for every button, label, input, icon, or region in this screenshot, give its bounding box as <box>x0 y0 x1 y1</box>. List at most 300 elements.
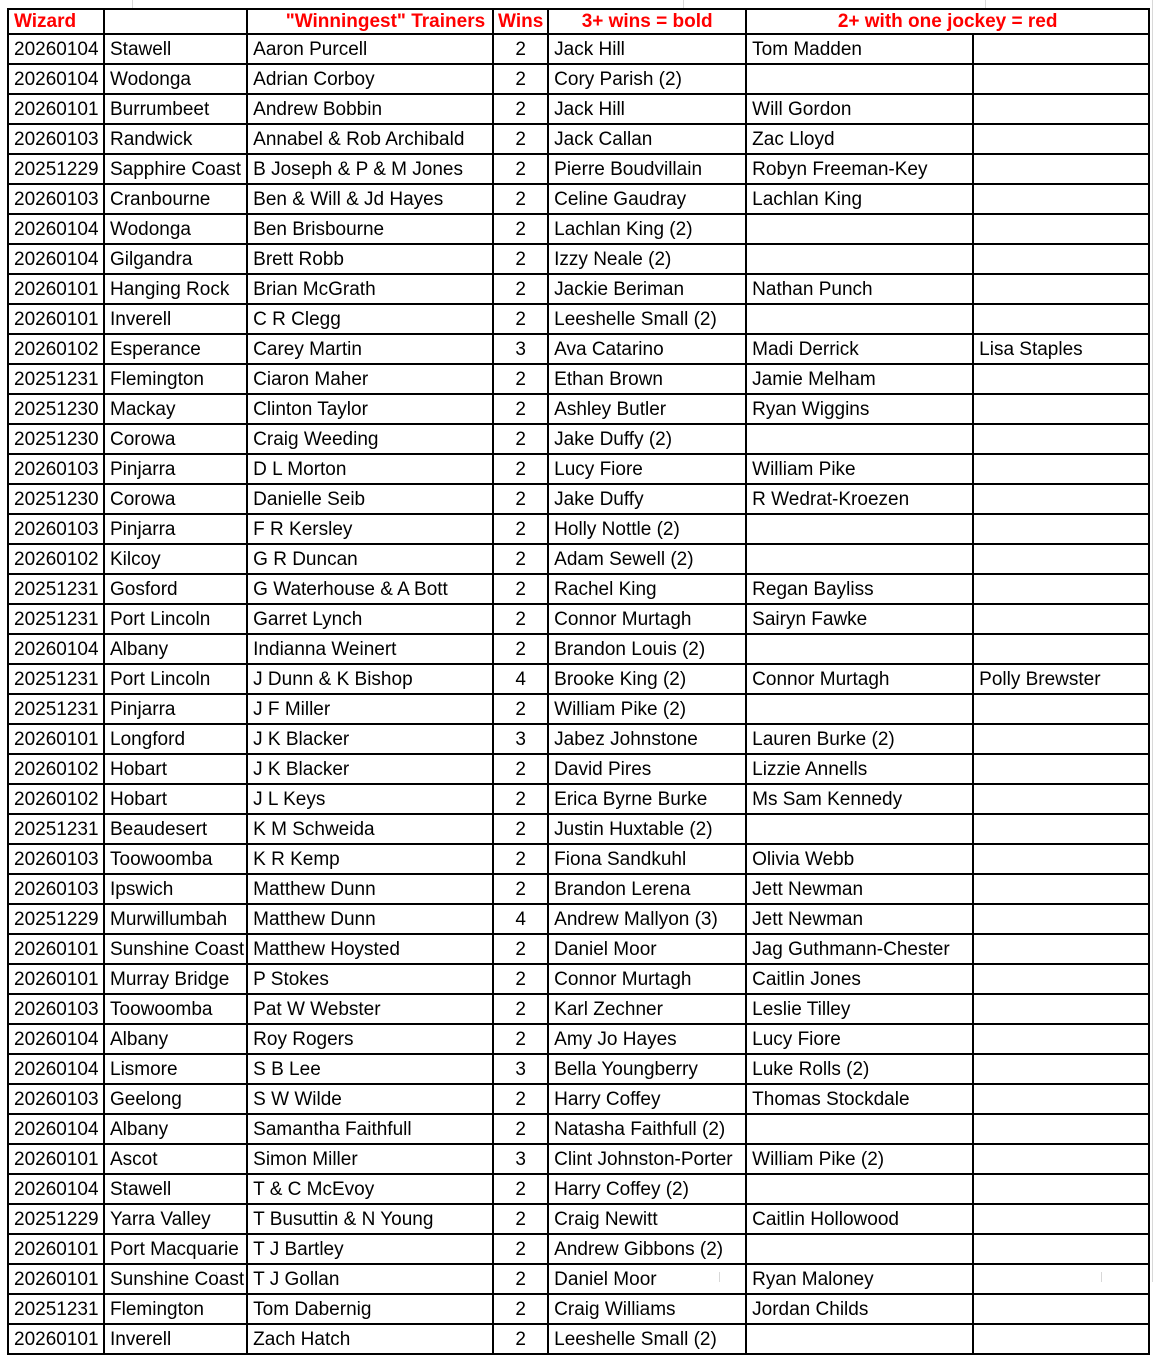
jockey-2-cell[interactable]: Robyn Freeman-Key <box>746 154 973 184</box>
wins-cell[interactable]: 2 <box>493 544 548 574</box>
jockey-3-cell[interactable] <box>973 1324 1149 1354</box>
trainer-cell[interactable]: T J Bartley <box>247 1234 493 1264</box>
jockey-1-cell[interactable]: Cory Parish (2) <box>548 64 746 94</box>
jockey-2-cell[interactable]: Connor Murtagh <box>746 664 973 694</box>
wins-cell[interactable]: 2 <box>493 634 548 664</box>
jockey-3-cell[interactable] <box>973 304 1149 334</box>
wins-cell[interactable]: 2 <box>493 934 548 964</box>
jockey-3-cell[interactable] <box>973 244 1149 274</box>
jockey-2-cell[interactable]: Jett Newman <box>746 904 973 934</box>
date-cell[interactable]: 20260103 <box>8 874 104 904</box>
wins-cell[interactable]: 2 <box>493 1114 548 1144</box>
jockey-3-cell[interactable] <box>973 1024 1149 1054</box>
venue-cell[interactable]: Pinjarra <box>104 514 247 544</box>
jockey-1-cell[interactable]: Leeshelle Small (2) <box>548 1324 746 1354</box>
wins-cell[interactable]: 2 <box>493 1324 548 1354</box>
trainer-cell[interactable]: T & C McEvoy <box>247 1174 493 1204</box>
jockey-3-cell[interactable] <box>973 1264 1149 1294</box>
venue-cell[interactable]: Pinjarra <box>104 694 247 724</box>
jockey-1-cell[interactable]: Erica Byrne Burke <box>548 784 746 814</box>
wins-cell[interactable]: 2 <box>493 574 548 604</box>
wins-cell[interactable]: 2 <box>493 964 548 994</box>
trainer-cell[interactable]: Craig Weeding <box>247 424 493 454</box>
jockey-2-cell[interactable] <box>746 244 973 274</box>
date-cell[interactable]: 20260104 <box>8 1174 104 1204</box>
venue-cell[interactable]: Port Macquarie <box>104 1234 247 1264</box>
wins-cell[interactable]: 2 <box>493 94 548 124</box>
jockey-2-cell[interactable] <box>746 1234 973 1264</box>
wins-cell[interactable]: 2 <box>493 244 548 274</box>
venue-cell[interactable]: Mackay <box>104 394 247 424</box>
venue-cell[interactable]: Port Lincoln <box>104 604 247 634</box>
venue-cell[interactable]: Toowoomba <box>104 844 247 874</box>
wins-cell[interactable]: 4 <box>493 904 548 934</box>
wins-cell[interactable]: 2 <box>493 394 548 424</box>
trainer-cell[interactable]: Ciaron Maher <box>247 364 493 394</box>
jockey-1-cell[interactable]: Connor Murtagh <box>548 604 746 634</box>
wins-cell[interactable]: 2 <box>493 1084 548 1114</box>
jockey-1-cell[interactable]: Brooke King (2) <box>548 664 746 694</box>
jockey-2-cell[interactable]: Lucy Fiore <box>746 1024 973 1054</box>
jockey-1-cell[interactable]: Pierre Boudvillain <box>548 154 746 184</box>
wins-cell[interactable]: 2 <box>493 274 548 304</box>
trainer-cell[interactable]: Matthew Hoysted <box>247 934 493 964</box>
trainer-cell[interactable]: B Joseph & P & M Jones <box>247 154 493 184</box>
venue-cell[interactable]: Corowa <box>104 424 247 454</box>
trainer-cell[interactable]: Carey Martin <box>247 334 493 364</box>
jockey-3-cell[interactable] <box>973 1204 1149 1234</box>
venue-cell[interactable]: Longford <box>104 724 247 754</box>
date-cell[interactable]: 20260104 <box>8 1114 104 1144</box>
jockey-3-cell[interactable] <box>973 724 1149 754</box>
trainer-cell[interactable]: Adrian Corboy <box>247 64 493 94</box>
jockey-3-cell[interactable] <box>973 1054 1149 1084</box>
wins-cell[interactable]: 2 <box>493 364 548 394</box>
jockey-3-cell[interactable] <box>973 1084 1149 1114</box>
jockey-3-cell[interactable] <box>973 874 1149 904</box>
jockey-3-cell[interactable] <box>973 754 1149 784</box>
date-cell[interactable]: 20260104 <box>8 214 104 244</box>
jockey-1-cell[interactable]: Andrew Mallyon (3) <box>548 904 746 934</box>
venue-cell[interactable]: Flemington <box>104 364 247 394</box>
trainer-cell[interactable]: Clinton Taylor <box>247 394 493 424</box>
jockey-2-cell[interactable] <box>746 544 973 574</box>
date-cell[interactable]: 20251230 <box>8 484 104 514</box>
jockey-3-cell[interactable] <box>973 184 1149 214</box>
date-cell[interactable]: 20260102 <box>8 754 104 784</box>
trainer-cell[interactable]: Annabel & Rob Archibald <box>247 124 493 154</box>
trainer-cell[interactable]: J Dunn & K Bishop <box>247 664 493 694</box>
jockey-3-cell[interactable] <box>973 814 1149 844</box>
jockey-2-cell[interactable] <box>746 424 973 454</box>
jockey-3-cell[interactable] <box>973 454 1149 484</box>
venue-cell[interactable]: Toowoomba <box>104 994 247 1024</box>
jockey-1-cell[interactable]: Amy Jo Hayes <box>548 1024 746 1054</box>
jockey-1-cell[interactable]: Jackie Beriman <box>548 274 746 304</box>
trainer-cell[interactable]: K R Kemp <box>247 844 493 874</box>
venue-cell[interactable]: Randwick <box>104 124 247 154</box>
trainer-cell[interactable]: J F Miller <box>247 694 493 724</box>
jockey-1-cell[interactable]: Jake Duffy <box>548 484 746 514</box>
venue-cell[interactable]: Lismore <box>104 1054 247 1084</box>
jockey-3-cell[interactable] <box>973 274 1149 304</box>
jockey-2-cell[interactable]: Regan Bayliss <box>746 574 973 604</box>
date-cell[interactable]: 20260104 <box>8 1024 104 1054</box>
venue-cell[interactable]: Sunshine Coast <box>104 934 247 964</box>
trainer-cell[interactable]: T J Gollan <box>247 1264 493 1294</box>
date-cell[interactable]: 20260102 <box>8 334 104 364</box>
jockey-1-cell[interactable]: Rachel King <box>548 574 746 604</box>
jockey-2-cell[interactable]: Lachlan King <box>746 184 973 214</box>
wins-cell[interactable]: 2 <box>493 34 548 64</box>
jockey-2-cell[interactable]: Sairyn Fawke <box>746 604 973 634</box>
wins-cell[interactable]: 2 <box>493 184 548 214</box>
jockey-2-cell[interactable]: Lauren Burke (2) <box>746 724 973 754</box>
jockey-1-cell[interactable]: Jake Duffy (2) <box>548 424 746 454</box>
jockey-3-cell[interactable] <box>973 214 1149 244</box>
jockey-1-cell[interactable]: Natasha Faithfull (2) <box>548 1114 746 1144</box>
jockey-1-cell[interactable]: Jack Callan <box>548 124 746 154</box>
trainer-cell[interactable]: C R Clegg <box>247 304 493 334</box>
wins-cell[interactable]: 2 <box>493 694 548 724</box>
date-cell[interactable]: 20260101 <box>8 1144 104 1174</box>
date-cell[interactable]: 20260103 <box>8 124 104 154</box>
jockey-1-cell[interactable]: Daniel Moor <box>548 1264 746 1294</box>
jockey-1-cell[interactable]: William Pike (2) <box>548 694 746 724</box>
jockey-3-cell[interactable]: Polly Brewster <box>973 664 1149 694</box>
jockey-3-cell[interactable] <box>973 34 1149 64</box>
date-cell[interactable]: 20251231 <box>8 1294 104 1324</box>
wins-cell[interactable]: 2 <box>493 844 548 874</box>
wins-cell[interactable]: 2 <box>493 814 548 844</box>
wins-cell[interactable]: 2 <box>493 1024 548 1054</box>
jockey-1-cell[interactable]: Jabez Johnstone <box>548 724 746 754</box>
date-cell[interactable]: 20251229 <box>8 1204 104 1234</box>
venue-cell[interactable]: Murwillumbah <box>104 904 247 934</box>
header-wins[interactable]: Wins <box>493 9 548 34</box>
venue-cell[interactable]: Stawell <box>104 1174 247 1204</box>
date-cell[interactable]: 20260101 <box>8 1324 104 1354</box>
date-cell[interactable]: 20251231 <box>8 664 104 694</box>
jockey-2-cell[interactable] <box>746 1324 973 1354</box>
date-cell[interactable]: 20260102 <box>8 544 104 574</box>
date-cell[interactable]: 20260103 <box>8 514 104 544</box>
trainer-cell[interactable]: G Waterhouse & A Bott <box>247 574 493 604</box>
wins-cell[interactable]: 2 <box>493 424 548 454</box>
wins-cell[interactable]: 3 <box>493 1054 548 1084</box>
date-cell[interactable]: 20260101 <box>8 94 104 124</box>
date-cell[interactable]: 20260102 <box>8 784 104 814</box>
venue-cell[interactable]: Ascot <box>104 1144 247 1174</box>
date-cell[interactable]: 20251231 <box>8 364 104 394</box>
date-cell[interactable]: 20251231 <box>8 604 104 634</box>
trainer-cell[interactable]: G R Duncan <box>247 544 493 574</box>
trainer-cell[interactable]: S B Lee <box>247 1054 493 1084</box>
wins-cell[interactable]: 2 <box>493 1234 548 1264</box>
venue-cell[interactable]: Albany <box>104 1114 247 1144</box>
wins-cell[interactable]: 3 <box>493 334 548 364</box>
jockey-1-cell[interactable]: Ethan Brown <box>548 364 746 394</box>
jockey-3-cell[interactable] <box>973 1174 1149 1204</box>
venue-cell[interactable]: Pinjarra <box>104 454 247 484</box>
jockey-1-cell[interactable]: David Pires <box>548 754 746 784</box>
jockey-1-cell[interactable]: Ava Catarino <box>548 334 746 364</box>
jockey-1-cell[interactable]: Adam Sewell (2) <box>548 544 746 574</box>
jockey-1-cell[interactable]: Izzy Neale (2) <box>548 244 746 274</box>
jockey-3-cell[interactable] <box>973 514 1149 544</box>
wins-cell[interactable]: 2 <box>493 124 548 154</box>
venue-cell[interactable]: Wodonga <box>104 64 247 94</box>
trainer-cell[interactable]: Garret Lynch <box>247 604 493 634</box>
jockey-1-cell[interactable]: Celine Gaudray <box>548 184 746 214</box>
venue-cell[interactable]: Corowa <box>104 484 247 514</box>
jockey-2-cell[interactable]: Tom Madden <box>746 34 973 64</box>
jockey-1-cell[interactable]: Holly Nottle (2) <box>548 514 746 544</box>
trainer-cell[interactable]: J K Blacker <box>247 724 493 754</box>
wins-cell[interactable]: 2 <box>493 784 548 814</box>
jockey-1-cell[interactable]: Justin Huxtable (2) <box>548 814 746 844</box>
wins-cell[interactable]: 3 <box>493 724 548 754</box>
date-cell[interactable]: 20260104 <box>8 1054 104 1084</box>
jockey-2-cell[interactable] <box>746 1174 973 1204</box>
date-cell[interactable]: 20251229 <box>8 154 104 184</box>
venue-cell[interactable]: Hobart <box>104 754 247 784</box>
jockey-1-cell[interactable]: Karl Zechner <box>548 994 746 1024</box>
jockey-3-cell[interactable] <box>973 544 1149 574</box>
date-cell[interactable]: 20260103 <box>8 844 104 874</box>
jockey-3-cell[interactable] <box>973 124 1149 154</box>
jockey-3-cell[interactable] <box>973 784 1149 814</box>
venue-cell[interactable]: Gosford <box>104 574 247 604</box>
jockey-2-cell[interactable]: Leslie Tilley <box>746 994 973 1024</box>
header-trainers[interactable]: "Winningest" Trainers <box>247 9 493 34</box>
trainer-cell[interactable]: Ben & Will & Jd Hayes <box>247 184 493 214</box>
jockey-2-cell[interactable]: Ms Sam Kennedy <box>746 784 973 814</box>
jockey-3-cell[interactable]: Lisa Staples <box>973 334 1149 364</box>
jockey-3-cell[interactable] <box>973 364 1149 394</box>
venue-cell[interactable]: Inverell <box>104 1324 247 1354</box>
wins-cell[interactable]: 2 <box>493 484 548 514</box>
jockey-3-cell[interactable] <box>973 424 1149 454</box>
jockey-1-cell[interactable]: Harry Coffey <box>548 1084 746 1114</box>
trainer-cell[interactable]: Ben Brisbourne <box>247 214 493 244</box>
jockey-2-cell[interactable]: Jordan Childs <box>746 1294 973 1324</box>
venue-cell[interactable]: Sunshine Coast <box>104 1264 247 1294</box>
wins-cell[interactable]: 2 <box>493 214 548 244</box>
wins-cell[interactable]: 4 <box>493 664 548 694</box>
venue-cell[interactable]: Kilcoy <box>104 544 247 574</box>
venue-cell[interactable]: Ipswich <box>104 874 247 904</box>
date-cell[interactable]: 20260103 <box>8 1084 104 1114</box>
jockey-2-cell[interactable]: Caitlin Jones <box>746 964 973 994</box>
jockey-1-cell[interactable]: Andrew Gibbons (2) <box>548 1234 746 1264</box>
jockey-2-cell[interactable]: Ryan Maloney <box>746 1264 973 1294</box>
header-red-note[interactable]: 2+ with one jockey = red <box>746 9 1149 34</box>
date-cell[interactable]: 20251229 <box>8 904 104 934</box>
venue-cell[interactable]: Beaudesert <box>104 814 247 844</box>
jockey-2-cell[interactable] <box>746 514 973 544</box>
jockey-2-cell[interactable]: Will Gordon <box>746 94 973 124</box>
trainer-cell[interactable]: J K Blacker <box>247 754 493 784</box>
trainer-cell[interactable]: P Stokes <box>247 964 493 994</box>
jockey-3-cell[interactable] <box>973 1144 1149 1174</box>
date-cell[interactable]: 20251231 <box>8 694 104 724</box>
venue-cell[interactable]: Flemington <box>104 1294 247 1324</box>
jockey-3-cell[interactable] <box>973 694 1149 724</box>
wins-cell[interactable]: 3 <box>493 1144 548 1174</box>
venue-cell[interactable]: Albany <box>104 634 247 664</box>
trainer-cell[interactable]: F R Kersley <box>247 514 493 544</box>
jockey-2-cell[interactable]: Caitlin Hollowood <box>746 1204 973 1234</box>
jockey-2-cell[interactable]: Madi Derrick <box>746 334 973 364</box>
venue-cell[interactable]: Port Lincoln <box>104 664 247 694</box>
trainer-cell[interactable]: J L Keys <box>247 784 493 814</box>
jockey-3-cell[interactable] <box>973 634 1149 664</box>
wins-cell[interactable]: 2 <box>493 994 548 1024</box>
jockey-3-cell[interactable] <box>973 934 1149 964</box>
jockey-3-cell[interactable] <box>973 94 1149 124</box>
date-cell[interactable]: 20260104 <box>8 634 104 664</box>
jockey-1-cell[interactable]: Connor Murtagh <box>548 964 746 994</box>
venue-cell[interactable]: Gilgandra <box>104 244 247 274</box>
date-cell[interactable]: 20251230 <box>8 394 104 424</box>
jockey-3-cell[interactable] <box>973 964 1149 994</box>
jockey-1-cell[interactable]: Craig Newitt <box>548 1204 746 1234</box>
header-wizard[interactable]: Wizard <box>8 9 104 34</box>
jockey-3-cell[interactable] <box>973 994 1149 1024</box>
wins-cell[interactable]: 2 <box>493 64 548 94</box>
wins-cell[interactable]: 2 <box>493 1174 548 1204</box>
jockey-2-cell[interactable] <box>746 1114 973 1144</box>
jockey-2-cell[interactable]: Thomas Stockdale <box>746 1084 973 1114</box>
venue-cell[interactable]: Wodonga <box>104 214 247 244</box>
venue-cell[interactable]: Burrumbeet <box>104 94 247 124</box>
trainer-cell[interactable]: Matthew Dunn <box>247 904 493 934</box>
venue-cell[interactable]: Hobart <box>104 784 247 814</box>
date-cell[interactable]: 20260101 <box>8 274 104 304</box>
jockey-2-cell[interactable] <box>746 814 973 844</box>
date-cell[interactable]: 20251231 <box>8 574 104 604</box>
jockey-2-cell[interactable] <box>746 694 973 724</box>
date-cell[interactable]: 20260104 <box>8 64 104 94</box>
date-cell[interactable]: 20260101 <box>8 964 104 994</box>
jockey-3-cell[interactable] <box>973 154 1149 184</box>
trainer-cell[interactable]: Brian McGrath <box>247 274 493 304</box>
wins-cell[interactable]: 2 <box>493 1204 548 1234</box>
venue-cell[interactable]: Yarra Valley <box>104 1204 247 1234</box>
venue-cell[interactable]: Inverell <box>104 304 247 334</box>
trainer-cell[interactable]: Brett Robb <box>247 244 493 274</box>
jockey-3-cell[interactable] <box>973 484 1149 514</box>
jockey-2-cell[interactable]: Nathan Punch <box>746 274 973 304</box>
jockey-3-cell[interactable] <box>973 64 1149 94</box>
jockey-2-cell[interactable] <box>746 634 973 664</box>
date-cell[interactable]: 20260101 <box>8 304 104 334</box>
venue-cell[interactable]: Murray Bridge <box>104 964 247 994</box>
wins-cell[interactable]: 2 <box>493 304 548 334</box>
wins-cell[interactable]: 2 <box>493 1264 548 1294</box>
jockey-2-cell[interactable] <box>746 214 973 244</box>
date-cell[interactable]: 20260101 <box>8 934 104 964</box>
jockey-2-cell[interactable]: William Pike (2) <box>746 1144 973 1174</box>
trainer-cell[interactable]: Pat W Webster <box>247 994 493 1024</box>
header-bold-note[interactable]: 3+ wins = bold <box>548 9 746 34</box>
date-cell[interactable]: 20260104 <box>8 244 104 274</box>
jockey-2-cell[interactable] <box>746 64 973 94</box>
jockey-2-cell[interactable]: Zac Lloyd <box>746 124 973 154</box>
jockey-3-cell[interactable] <box>973 844 1149 874</box>
jockey-1-cell[interactable]: Leeshelle Small (2) <box>548 304 746 334</box>
wins-cell[interactable]: 2 <box>493 1294 548 1324</box>
trainer-cell[interactable]: Zach Hatch <box>247 1324 493 1354</box>
jockey-1-cell[interactable]: Brandon Louis (2) <box>548 634 746 664</box>
trainer-cell[interactable]: Danielle Seib <box>247 484 493 514</box>
jockey-3-cell[interactable] <box>973 394 1149 424</box>
trainer-cell[interactable]: Matthew Dunn <box>247 874 493 904</box>
venue-cell[interactable]: Albany <box>104 1024 247 1054</box>
jockey-2-cell[interactable]: William Pike <box>746 454 973 484</box>
jockey-1-cell[interactable]: Harry Coffey (2) <box>548 1174 746 1204</box>
trainer-cell[interactable]: K M Schweida <box>247 814 493 844</box>
trainer-cell[interactable]: S W Wilde <box>247 1084 493 1114</box>
trainer-cell[interactable]: Simon Miller <box>247 1144 493 1174</box>
jockey-1-cell[interactable]: Jack Hill <box>548 94 746 124</box>
date-cell[interactable]: 20260103 <box>8 454 104 484</box>
jockey-2-cell[interactable] <box>746 304 973 334</box>
jockey-1-cell[interactable]: Fiona Sandkuhl <box>548 844 746 874</box>
venue-cell[interactable]: Hanging Rock <box>104 274 247 304</box>
date-cell[interactable]: 20260101 <box>8 1234 104 1264</box>
date-cell[interactable]: 20251231 <box>8 814 104 844</box>
venue-cell[interactable]: Cranbourne <box>104 184 247 214</box>
jockey-2-cell[interactable]: Jett Newman <box>746 874 973 904</box>
date-cell[interactable]: 20260103 <box>8 184 104 214</box>
wins-cell[interactable]: 2 <box>493 154 548 184</box>
trainer-cell[interactable]: Aaron Purcell <box>247 34 493 64</box>
jockey-1-cell[interactable]: Brandon Lerena <box>548 874 746 904</box>
jockey-3-cell[interactable] <box>973 1114 1149 1144</box>
jockey-1-cell[interactable]: Craig Williams <box>548 1294 746 1324</box>
date-cell[interactable]: 20260101 <box>8 724 104 754</box>
jockey-1-cell[interactable]: Bella Youngberry <box>548 1054 746 1084</box>
venue-cell[interactable]: Geelong <box>104 1084 247 1114</box>
jockey-2-cell[interactable]: Lizzie Annells <box>746 754 973 784</box>
wins-cell[interactable]: 2 <box>493 604 548 634</box>
trainer-cell[interactable]: T Busuttin & N Young <box>247 1204 493 1234</box>
date-cell[interactable]: 20260103 <box>8 994 104 1024</box>
venue-cell[interactable]: Esperance <box>104 334 247 364</box>
date-cell[interactable]: 20260104 <box>8 34 104 64</box>
trainer-cell[interactable]: Tom Dabernig <box>247 1294 493 1324</box>
jockey-3-cell[interactable] <box>973 574 1149 604</box>
jockey-2-cell[interactable]: R Wedrat-Kroezen <box>746 484 973 514</box>
trainer-cell[interactable]: Andrew Bobbin <box>247 94 493 124</box>
wins-cell[interactable]: 2 <box>493 754 548 784</box>
jockey-3-cell[interactable] <box>973 1294 1149 1324</box>
trainer-cell[interactable]: D L Morton <box>247 454 493 484</box>
jockey-2-cell[interactable]: Olivia Webb <box>746 844 973 874</box>
trainer-cell[interactable]: Samantha Faithfull <box>247 1114 493 1144</box>
venue-cell[interactable]: Stawell <box>104 34 247 64</box>
jockey-1-cell[interactable]: Lachlan King (2) <box>548 214 746 244</box>
date-cell[interactable]: 20251230 <box>8 424 104 454</box>
trainer-cell[interactable]: Roy Rogers <box>247 1024 493 1054</box>
wins-cell[interactable]: 2 <box>493 874 548 904</box>
date-cell[interactable]: 20260101 <box>8 1264 104 1294</box>
jockey-1-cell[interactable]: Daniel Moor <box>548 934 746 964</box>
jockey-1-cell[interactable]: Ashley Butler <box>548 394 746 424</box>
header-empty[interactable] <box>104 9 247 34</box>
